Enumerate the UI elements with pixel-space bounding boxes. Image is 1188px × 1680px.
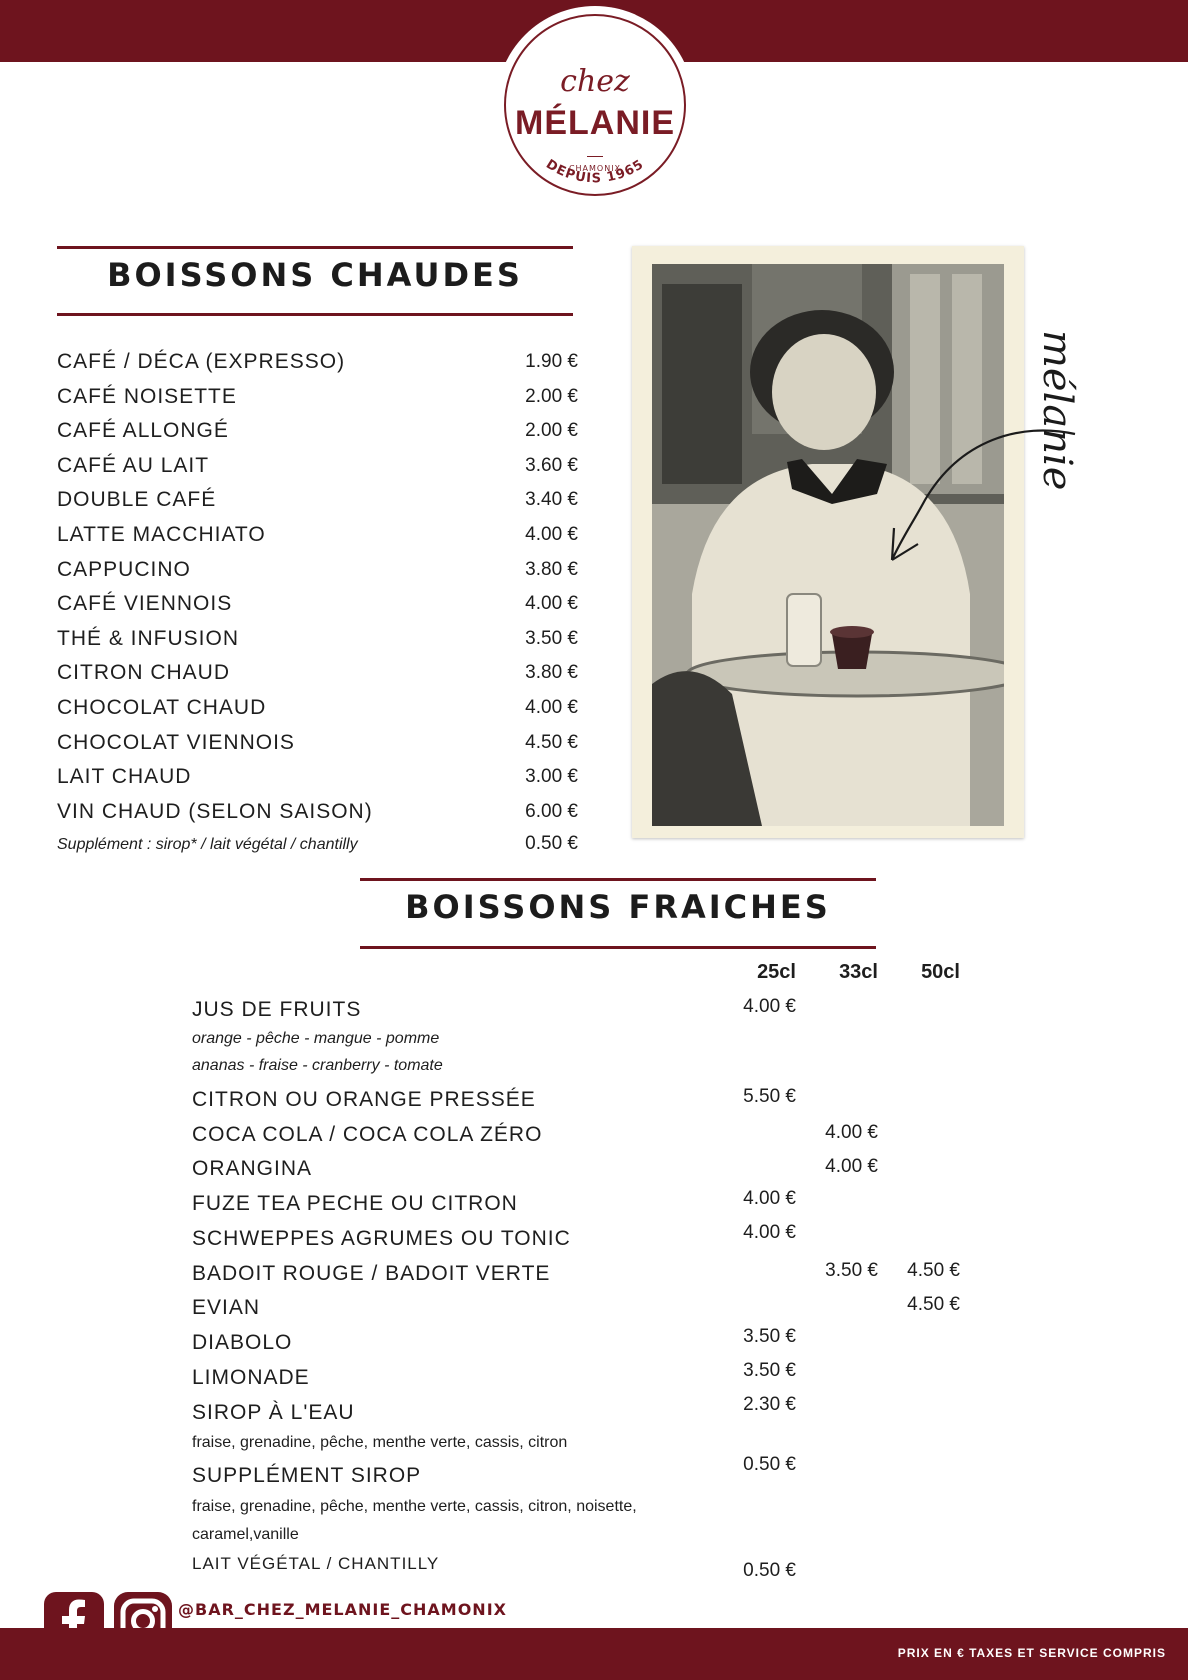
hot-item-price: 2.00 €: [525, 385, 578, 407]
hot-item-name: DOUBLE CAFÉ: [57, 488, 217, 512]
supplement-flavors-line-1: fraise, grenadine, pêche, menthe verte, cassis, citron, noisette,: [192, 1498, 637, 1515]
hot-item-price: 4.00 €: [525, 524, 578, 545]
cold-rule-bottom: [360, 946, 876, 949]
hot-rule-bottom: [57, 313, 573, 316]
hot-supplement-name: Supplément : sirop* / lait végétal / chantilly: [57, 836, 358, 854]
hot-item-price: 4.00 €: [525, 697, 578, 718]
supplement-flavors-line-2: caramel,vanille: [192, 1526, 299, 1543]
cold-item-price-25cl: 4.00 €: [743, 996, 796, 1017]
cold-item-price-50cl: 4.50 €: [907, 1294, 960, 1315]
hot-item-price: 4.00 €: [525, 593, 578, 615]
cold-item-name: SIROP À L'EAU: [192, 1401, 355, 1424]
hot-item-name: CHOCOLAT VIENNOIS: [57, 730, 295, 754]
cold-item-name: BADOIT ROUGE / BADOIT VERTE: [192, 1262, 551, 1285]
cold-item-price-50cl: 4.50 €: [907, 1260, 960, 1281]
cold-item-name: SCHWEPPES AGRUMES OU TONIC: [192, 1227, 571, 1250]
cold-item-price-33cl: 4.00 €: [825, 1122, 878, 1143]
cold-item-price-33cl: 4.00 €: [825, 1156, 878, 1177]
hot-item-price: 3.40 €: [525, 489, 578, 511]
column-50cl: 50cl: [921, 961, 960, 983]
cold-item-name: JUS DE FRUITS: [192, 998, 362, 1021]
hot-item-price: 2.00 €: [525, 420, 578, 442]
hot-title: BOISSONS CHAUDES: [107, 256, 523, 294]
fruit-flavors-line-1: orange - pêche - mangue - pomme: [192, 1030, 440, 1047]
sirop-flavors: fraise, grenadine, pêche, menthe verte, cassis, citron: [192, 1434, 568, 1451]
logo-since: DEPUIS 1965: [543, 156, 647, 187]
cold-item-price-25cl: 4.00 €: [743, 1222, 796, 1243]
logo-script: chez: [560, 64, 630, 99]
column-33cl: 33cl: [839, 961, 878, 983]
hot-item-price: 6.00 €: [525, 800, 578, 822]
cold-item-price-25cl: 4.00 €: [743, 1188, 796, 1209]
hot-item-name: CAFÉ AU LAIT: [57, 453, 210, 477]
social-handle[interactable]: @BAR_CHEZ_MELANIE_CHAMONIX: [178, 1600, 507, 1619]
logo-city: CHAMONIX: [568, 164, 622, 173]
hot-item-price: 3.00 €: [525, 766, 578, 788]
logo-name: MÉLANIE: [515, 104, 675, 142]
cold-item-name: EVIAN: [192, 1296, 261, 1319]
arrow-icon: [880, 420, 1080, 590]
cold-item-price-25cl: 3.50 €: [743, 1360, 796, 1381]
hot-rule-top: [57, 246, 573, 249]
hot-item-price: 4.50 €: [525, 731, 578, 753]
cold-item-price-33cl: 3.50 €: [825, 1260, 878, 1281]
cold-item-name: LIMONADE: [192, 1366, 310, 1389]
hot-item-name: CAFÉ NOISETTE: [57, 384, 237, 408]
cold-item-price-25cl: 0.50 €: [743, 1454, 796, 1475]
cold-item-name: CITRON OU ORANGE PRESSÉE: [192, 1088, 536, 1111]
hot-item-name: THÉ & INFUSION: [57, 626, 240, 650]
svg-text:DEPUIS 1965: [543, 157, 647, 186]
hot-item-name: CHOCOLAT CHAUD: [57, 696, 267, 719]
fruit-flavors-line-2: ananas - fraise - cranberry - tomate: [192, 1057, 443, 1074]
cold-item-name: DIABOLO: [192, 1331, 293, 1354]
cold-item-name: COCA COLA / COCA COLA ZÉRO: [192, 1123, 543, 1146]
hot-item-name: CAFÉ VIENNOIS: [57, 592, 233, 616]
cold-item-name: LAIT VÉGÉTAL / CHANTILLY: [192, 1554, 440, 1573]
hot-item-price: 3.60 €: [525, 454, 578, 476]
cold-item-name: FUZE TEA PECHE OU CITRON: [192, 1192, 518, 1215]
cold-title: BOISSONS FRAICHES: [405, 888, 831, 926]
hot-item-name: CAFÉ / DÉCA (EXPRESSO): [57, 350, 346, 373]
cold-item-name: SUPPLÉMENT SIROP: [192, 1464, 422, 1487]
hot-item-price: 1.90 €: [525, 351, 578, 372]
cold-item-price-25cl: 2.30 €: [743, 1394, 796, 1415]
hot-item-price: 3.80 €: [525, 662, 578, 684]
photo-signature: mélanie: [1034, 330, 1080, 491]
hot-item-name: CAPPUCINO: [57, 557, 191, 581]
cold-item-price-25cl: 5.50 €: [743, 1086, 796, 1107]
hot-item-price: 3.80 €: [525, 558, 578, 580]
column-25cl: 25cl: [757, 961, 796, 983]
cold-item-price-25cl: 0.50 €: [743, 1560, 796, 1581]
hot-item-name: CITRON CHAUD: [57, 661, 230, 685]
hot-supplement-price: 0.50 €: [525, 833, 578, 855]
brand-logo: [496, 6, 694, 204]
hot-item-name: VIN CHAUD (SELON SAISON): [57, 799, 373, 823]
cold-item-price-25cl: 3.50 €: [743, 1326, 796, 1347]
logo-since-arc: [496, 6, 694, 204]
hot-item-name: CAFÉ ALLONGÉ: [57, 419, 229, 443]
footer-note: PRIX EN € TAXES ET SERVICE COMPRIS: [897, 1646, 1166, 1660]
hot-item-price: 3.50 €: [525, 627, 578, 649]
cold-item-name: ORANGINA: [192, 1157, 313, 1180]
hot-item-name: LATTE MACCHIATO: [57, 523, 266, 546]
hot-item-name: LAIT CHAUD: [57, 765, 192, 789]
cold-rule-top: [360, 878, 876, 881]
